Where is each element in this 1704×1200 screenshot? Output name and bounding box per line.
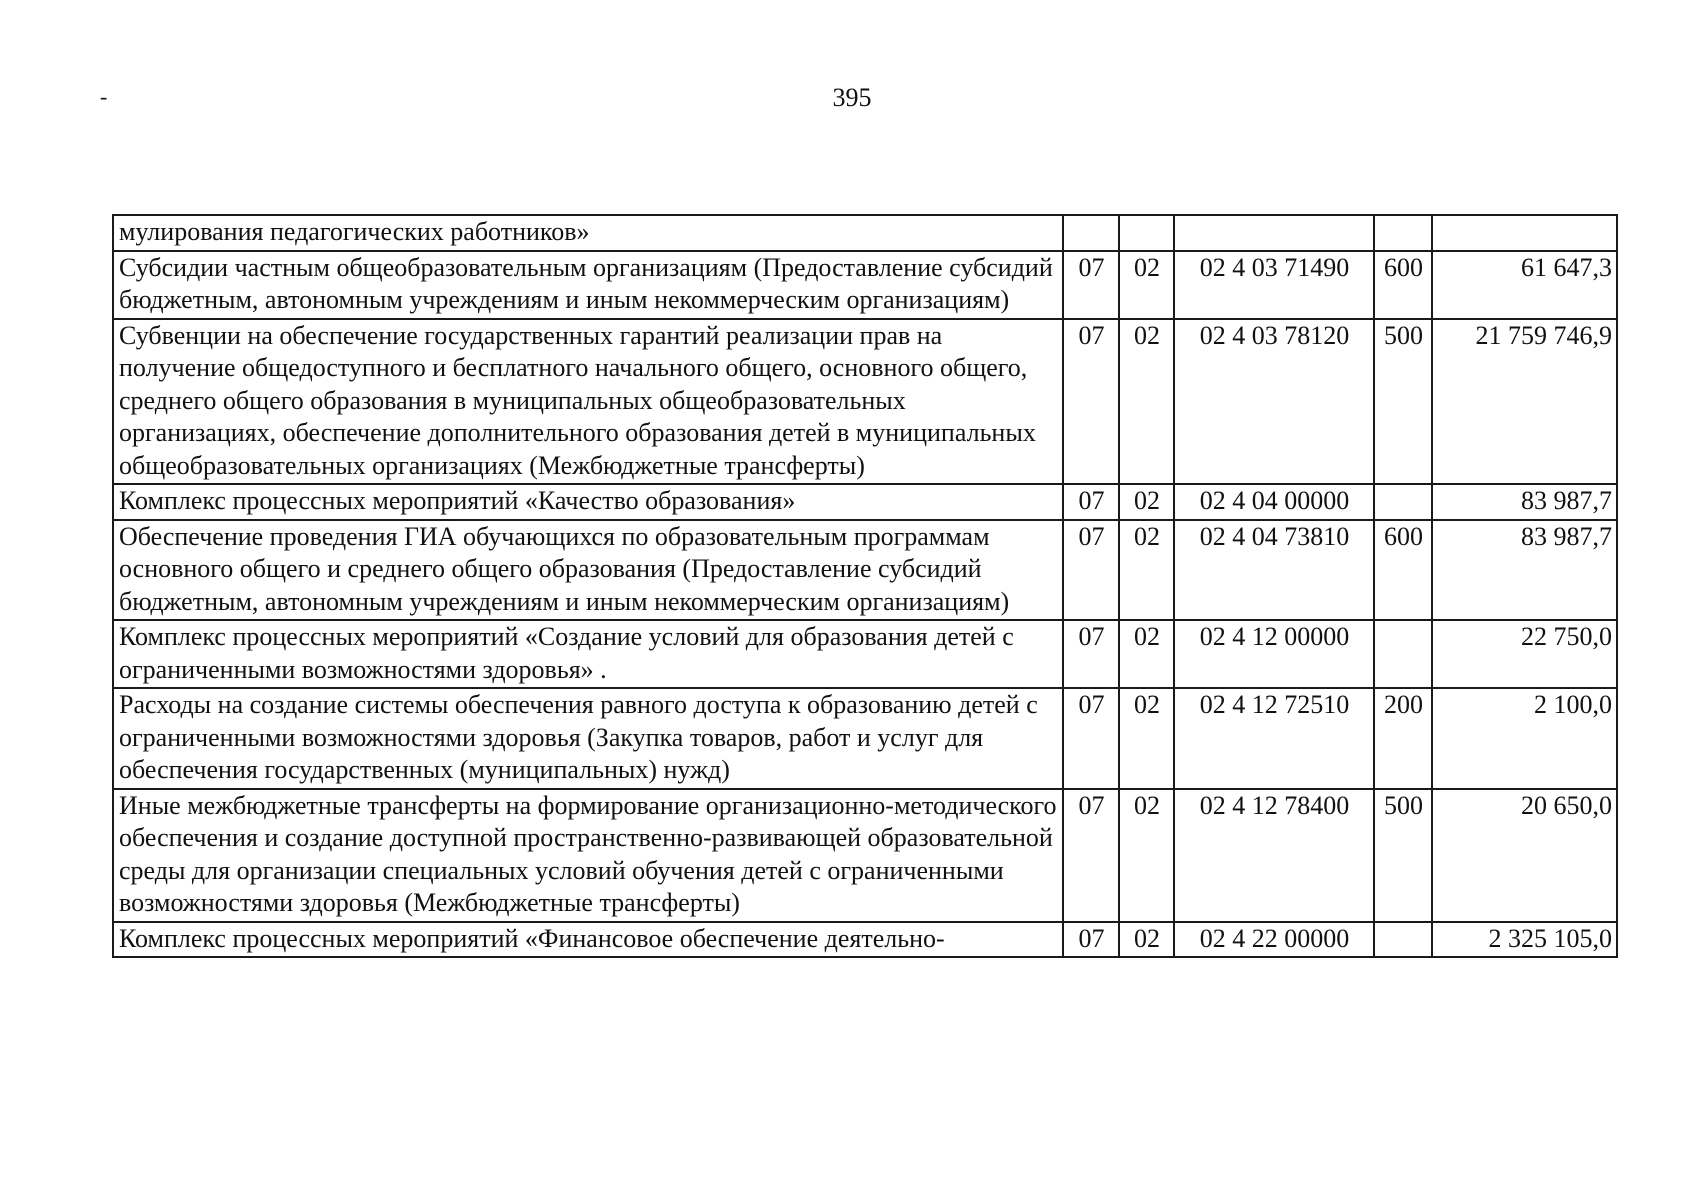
page-number: 395: [832, 83, 872, 112]
row-amount: 2 325 105,0: [1432, 922, 1617, 958]
row-expense-type: [1374, 922, 1432, 958]
row-amount: 22 750,0: [1432, 620, 1617, 688]
table-row: [113, 251, 1617, 319]
row-subsection-code: [1119, 215, 1174, 251]
row-amount: 83 987,7: [1432, 484, 1617, 520]
row-amount: 2 100,0: [1432, 688, 1617, 789]
row-description: Иные межбюджетные трансферты на формирование организационно-методического обеспечения и создание доступной пространственно-развивающей образовательной среды для организации специальных условий обучения детей с ограниченными возможностями здоровья (Межбюджетные трансферты): [113, 789, 1063, 922]
stray-mark: -: [100, 84, 108, 109]
row-subsection-code: 02: [1119, 620, 1174, 688]
row-description: Обеспечение проведения ГИА обучающихся по образовательным программам основного общего и среднего общего образования (Предоставление субсидий бюджетным, автономным учреждениям и иным некоммерческим организациям): [113, 520, 1063, 621]
row-section-code: 07: [1063, 789, 1119, 922]
row-description: Расходы на создание системы обеспечения равного доступа к образованию детей с ограниченными возможностями здоровья (Закупка товаров, работ и услуг для обеспечения государственных (муниципальных) нужд): [113, 688, 1063, 789]
table-row: [113, 215, 1617, 251]
row-section-code: 07: [1063, 251, 1119, 319]
row-section-code: 07: [1063, 484, 1119, 520]
row-expense-type: 200: [1374, 688, 1432, 789]
row-subsection-code: 02: [1119, 319, 1174, 485]
row-description: мулирования педагогических работников»: [113, 215, 1063, 251]
row-expense-type: 600: [1374, 251, 1432, 319]
table-row: [113, 520, 1617, 621]
row-expense-type: 500: [1374, 319, 1432, 485]
row-target-article: 02 4 03 71490: [1174, 251, 1374, 319]
row-subsection-code: 02: [1119, 520, 1174, 621]
row-target-article: 02 4 04 00000: [1174, 484, 1374, 520]
row-section-code: 07: [1063, 620, 1119, 688]
row-description: Субвенции на обеспечение государственных гарантий реализации прав на получение общедоступного и бесплатного начального общего, основного общего, среднего общего образования в муниципальных общеобразовательных организациях, обеспечение дополнительного образования детей в муниципальных общеобразовательных организациях (Межбюджетные трансферты): [113, 319, 1063, 485]
row-description: Комплекс процессных мероприятий «Качество образования»: [113, 484, 1063, 520]
row-target-article: 02 4 22 00000: [1174, 922, 1374, 958]
row-subsection-code: 02: [1119, 922, 1174, 958]
table-row: [113, 688, 1617, 789]
table-row: [113, 620, 1617, 688]
row-section-code: 07: [1063, 688, 1119, 789]
row-expense-type: 600: [1374, 520, 1432, 621]
row-section-code: 07: [1063, 520, 1119, 621]
row-subsection-code: 02: [1119, 688, 1174, 789]
row-subsection-code: 02: [1119, 789, 1174, 922]
row-expense-type: [1374, 620, 1432, 688]
row-expense-type: [1374, 484, 1432, 520]
row-subsection-code: 02: [1119, 251, 1174, 319]
table-row: [113, 319, 1617, 485]
row-amount: 20 650,0: [1432, 789, 1617, 922]
table-row: [113, 789, 1617, 922]
row-target-article: 02 4 04 73810: [1174, 520, 1374, 621]
row-target-article: [1174, 215, 1374, 251]
row-target-article: 02 4 12 72510: [1174, 688, 1374, 789]
row-expense-type: 500: [1374, 789, 1432, 922]
row-target-article: 02 4 12 00000: [1174, 620, 1374, 688]
table-row: [113, 922, 1617, 958]
row-amount: [1432, 215, 1617, 251]
row-description: Субсидии частным общеобразовательным организациям (Предоставление субсидий бюджетным, автономным учреждениям и иным некоммерческим организациям): [113, 251, 1063, 319]
table-row: [113, 484, 1617, 520]
row-section-code: [1063, 215, 1119, 251]
row-amount: 61 647,3: [1432, 251, 1617, 319]
budget-table: [112, 214, 1618, 958]
row-description: Комплекс процессных мероприятий «Создание условий для образования детей с ограниченными возможностями здоровья» .: [113, 620, 1063, 688]
row-expense-type: [1374, 215, 1432, 251]
row-description: Комплекс процессных мероприятий «Финансовое обеспечение деятельно-: [113, 922, 1063, 958]
row-amount: 21 759 746,9: [1432, 319, 1617, 485]
row-target-article: 02 4 12 78400: [1174, 789, 1374, 922]
row-section-code: 07: [1063, 922, 1119, 958]
row-amount: 83 987,7: [1432, 520, 1617, 621]
row-section-code: 07: [1063, 319, 1119, 485]
row-subsection-code: 02: [1119, 484, 1174, 520]
row-target-article: 02 4 03 78120: [1174, 319, 1374, 485]
